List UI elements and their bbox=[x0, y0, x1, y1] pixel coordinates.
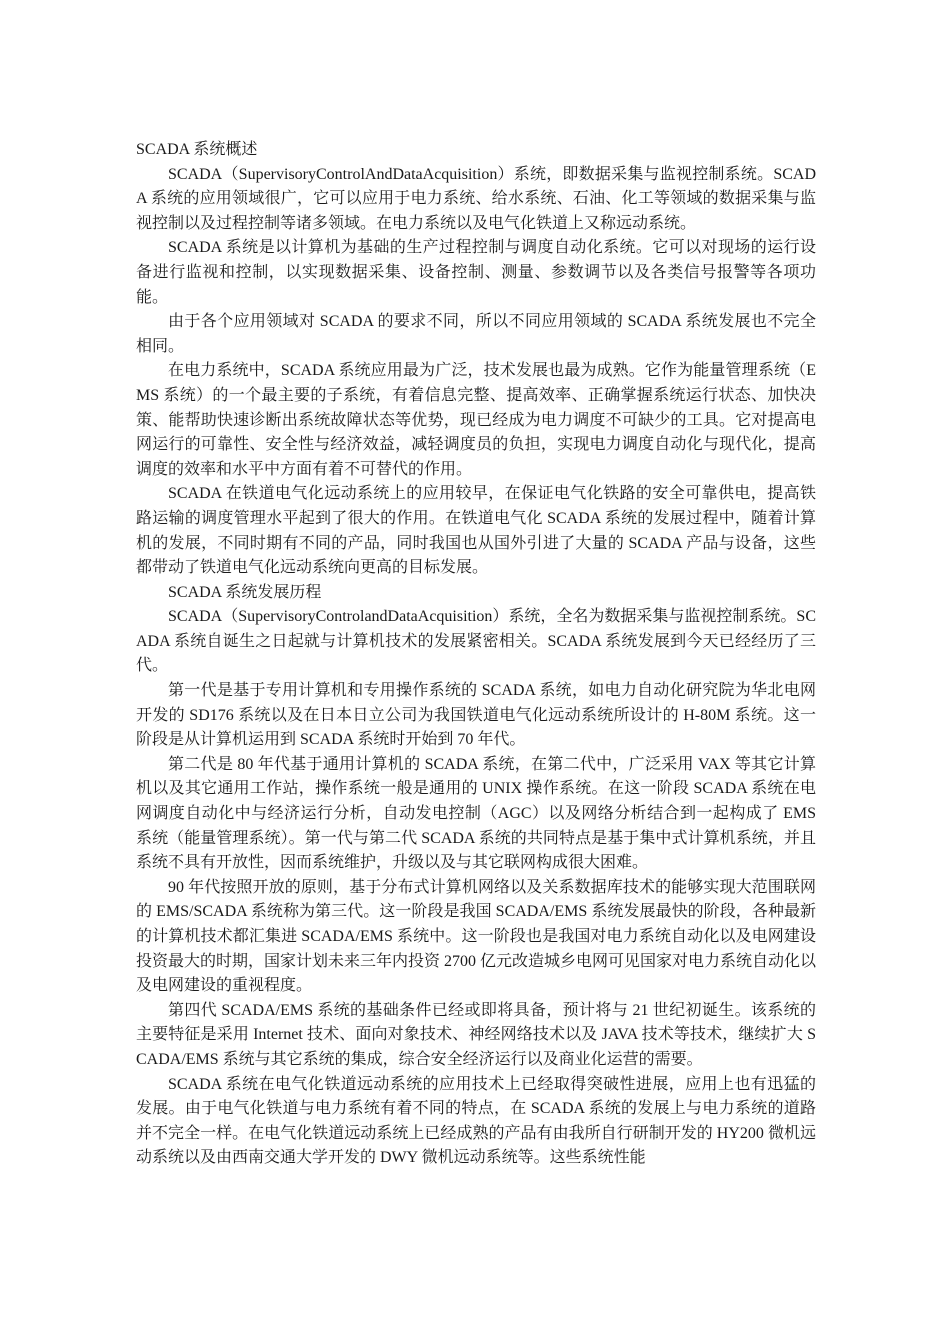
paragraph-9: 90 年代按照开放的原则，基于分布式计算机网络以及关系数据库技术的能够实现大范围联网的 EMS/SCADA 系统称为第三代。这一阶段是我国 SCADA/EMS 系统发展最快的阶段，各种最新的计算机技术都汇集进 SCADA/EMS 系统中。这一阶段也是我国对电力系统自动化以及电网建设投资最大的时期，国家计划未来三年内投资 2700 亿元改造城乡电网可见国家对电力系统自动化以及电网建设的重视程度。 bbox=[136, 878, 817, 995]
paragraph-3: 由于各个应用领域对 SCADA 的要求不同，所以不同应用领域的 SCADA 系统发展也不完全相同。 bbox=[136, 313, 816, 355]
paragraph-4: 在电力系统中，SCADA 系统应用最为广泛，技术发展也最为成熟。它作为能量管理系统（EMS 系统）的一个最主要的子系统，有着信息完整、提高效率、正确掌握系统运行状态、加快决策、能帮助快速诊断出系统故障状态等优势，现已经成为电力调度不可缺少的工具。它对提高电网运行的可靠性、安全性与经济效益，减轻调度员的负担，实现电力调度自动化与现代化，提高调度的效率和水平中方面有着不可替代的作用。 bbox=[136, 362, 816, 478]
section-heading: SCADA 系统发展历程 bbox=[168, 583, 322, 601]
paragraph-5: SCADA 在铁道电气化远动系统上的应用较早，在保证电气化铁路的安全可靠供电，提高铁路运输的调度管理水平起到了很大的作用。在铁道电气化 SCADA 系统的发展过程中，随着计算机的发展，不同时期有不同的产品，同时我国也从国外引进了大量的 SCADA 产品与设备，这些都带动了铁道电气化远动系统向更高的目标发展。 bbox=[136, 485, 816, 577]
paragraph-7: 第一代是基于专用计算机和专用操作系统的 SCADA 系统，如电力自动化研究院为华北电网开发的 SD176 系统以及在日本日立公司为我国铁道电气化远动系统所设计的 H-80M 系统。这一阶段是从计算机运用到 SCADA 系统时开始到 70 年代。 bbox=[136, 682, 816, 749]
paragraph-1: SCADA（SupervisoryControlAndDataAcquisition）系统，即数据采集与监视控制系统。SCADA 系统的应用领域很广，它可以应用于电力系统、给水系统、石油、化工等领域的数据采集与监视控制以及过程控制等诸多领域。在电力系统以及电气化铁道上又称远动系统。 bbox=[136, 165, 816, 232]
paragraph-8: 第二代是 80 年代基于通用计算机的 SCADA 系统，在第二代中，广泛采用 VAX 等其它计算机以及其它通用工作站，操作系统一般是通用的 UNIX 操作系统。在这一阶段 SCADA 系统在电网调度自动化中与经济运行分析，自动发电控制（AGC）以及网络分析结合到一起构成了 EMS 系统（能量管理系统）。第一代与第二代 SCADA 系统的共同特点是基于集中式计算机系统，并且系统不具有开放性，因而系统维护，升级以及与其它联网构成很大困难。 bbox=[136, 755, 816, 872]
paragraph-2: SCADA 系统是以计算机为基础的生产过程控制与调度自动化系统。它可以对现场的运行设备进行监视和控制，以实现数据采集、设备控制、测量、参数调节以及各类信号报警等各项功能。 bbox=[136, 239, 816, 306]
paragraph-10: 第四代 SCADA/EMS 系统的基础条件已经或即将具备，预计将与 21 世纪初诞生。该系统的主要特征是采用 Internet 技术、面向对象技术、神经网络技术以及 JAVA 技术等技术，继续扩大 SCADA/EMS 系统与其它系统的集成，综合安全经济运行以及商业化运营的需要。 bbox=[136, 1001, 816, 1068]
document-title: SCADA 系统概述 bbox=[136, 141, 258, 158]
document-page bbox=[136, 138, 816, 1171]
paragraph-6: SCADA（SupervisoryControlandDataAcquisition）系统，全名为数据采集与监视控制系统。SCADA 系统自诞生之日起就与计算机技术的发展紧密相关。SCADA 系统发展到今天已经经历了三代。 bbox=[136, 608, 816, 675]
paragraph-11: SCADA 系统在电气化铁道远动系统的应用技术上已经取得突破性进展，应用上也有迅猛的发展。由于电气化铁道与电力系统有着不同的特点，在 SCADA 系统的发展上与电力系统的道路并不完全一样。在电气化铁道远动系统上已经成熟的产品有由我所自行研制开发的 HY200 微机远动系统以及由西南交通大学开发的 DWY 微机远动系统等。这些系统性能 bbox=[136, 1075, 816, 1167]
